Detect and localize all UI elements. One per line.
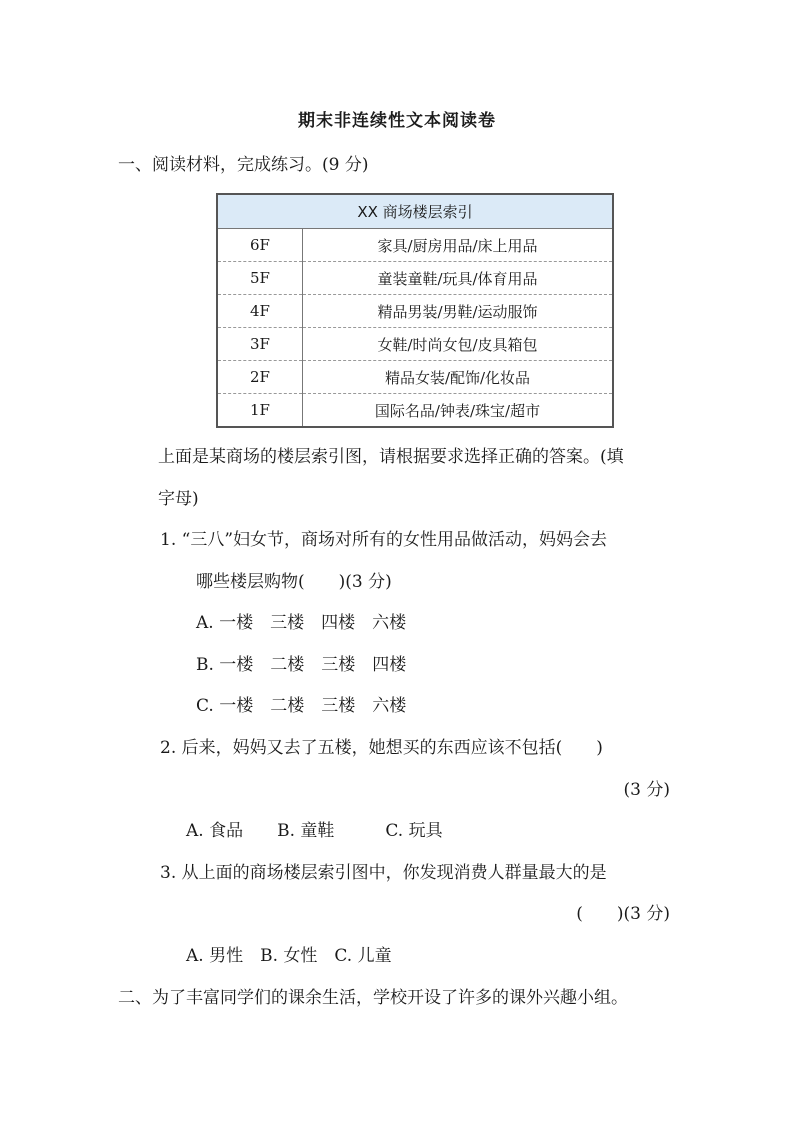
table-row (217, 262, 613, 295)
page-title: 期末非连续性文本阅读卷 (298, 111, 496, 131)
items-cell: 精品男装/男鞋/运动服饰 (303, 295, 614, 328)
q1-option-b: B. 一楼 二楼 三楼 四楼 (196, 655, 407, 675)
q3-score: ( )(3 分) (576, 904, 670, 924)
items-cell: 精品女装/配饰/化妆品 (303, 361, 614, 394)
q2-stem: 2. 后来，妈妈又去了五楼，她想买的东西应该不包括( ) (160, 738, 603, 758)
section2-heading: 二、为了丰富同学们的课余生活，学校开设了许多的课外兴趣小组。 (118, 988, 628, 1008)
items-cell: 女鞋/时尚女包/皮具箱包 (303, 328, 614, 361)
table-row (217, 295, 613, 328)
items-cell: 家具/厨房用品/床上用品 (303, 229, 614, 262)
q1-option-c: C. 一楼 二楼 三楼 六楼 (196, 696, 407, 716)
table-header: XX 商场楼层索引 (217, 194, 613, 229)
floor-index-table (216, 193, 614, 428)
table-row (217, 229, 613, 262)
q2-score: (3 分) (623, 780, 670, 800)
q1-stem-line1: 1. “三八”妇女节，商场对所有的女性用品做活动，妈妈会去 (160, 530, 608, 550)
instruction-line1: 上面是某商场的楼层索引图，请根据要求选择正确的答案。(填 (158, 447, 624, 467)
q1-stem-line2: 哪些楼层购物( )(3 分) (196, 572, 392, 592)
table-row (217, 394, 613, 428)
items-cell: 国际名品/钟表/珠宝/超市 (303, 394, 614, 428)
floor-cell: 5F (217, 262, 303, 295)
table-row (217, 328, 613, 361)
floor-cell: 1F (217, 394, 303, 428)
instruction-line2: 字母) (158, 489, 199, 509)
q3-options: A. 男性 B. 女性 C. 儿童 (186, 946, 392, 966)
q2-options: A. 食品 B. 童鞋 C. 玩具 (186, 821, 443, 841)
items-cell: 童装童鞋/玩具/体育用品 (303, 262, 614, 295)
q1-option-a: A. 一楼 三楼 四楼 六楼 (196, 613, 407, 633)
floor-cell: 6F (217, 229, 303, 262)
section1-heading: 一、阅读材料，完成练习。(9 分) (118, 155, 369, 175)
table-row (217, 361, 613, 394)
floor-cell: 3F (217, 328, 303, 361)
q3-stem: 3. 从上面的商场楼层索引图中，你发现消费人群量最大的是 (160, 863, 607, 883)
floor-cell: 4F (217, 295, 303, 328)
floor-cell: 2F (217, 361, 303, 394)
